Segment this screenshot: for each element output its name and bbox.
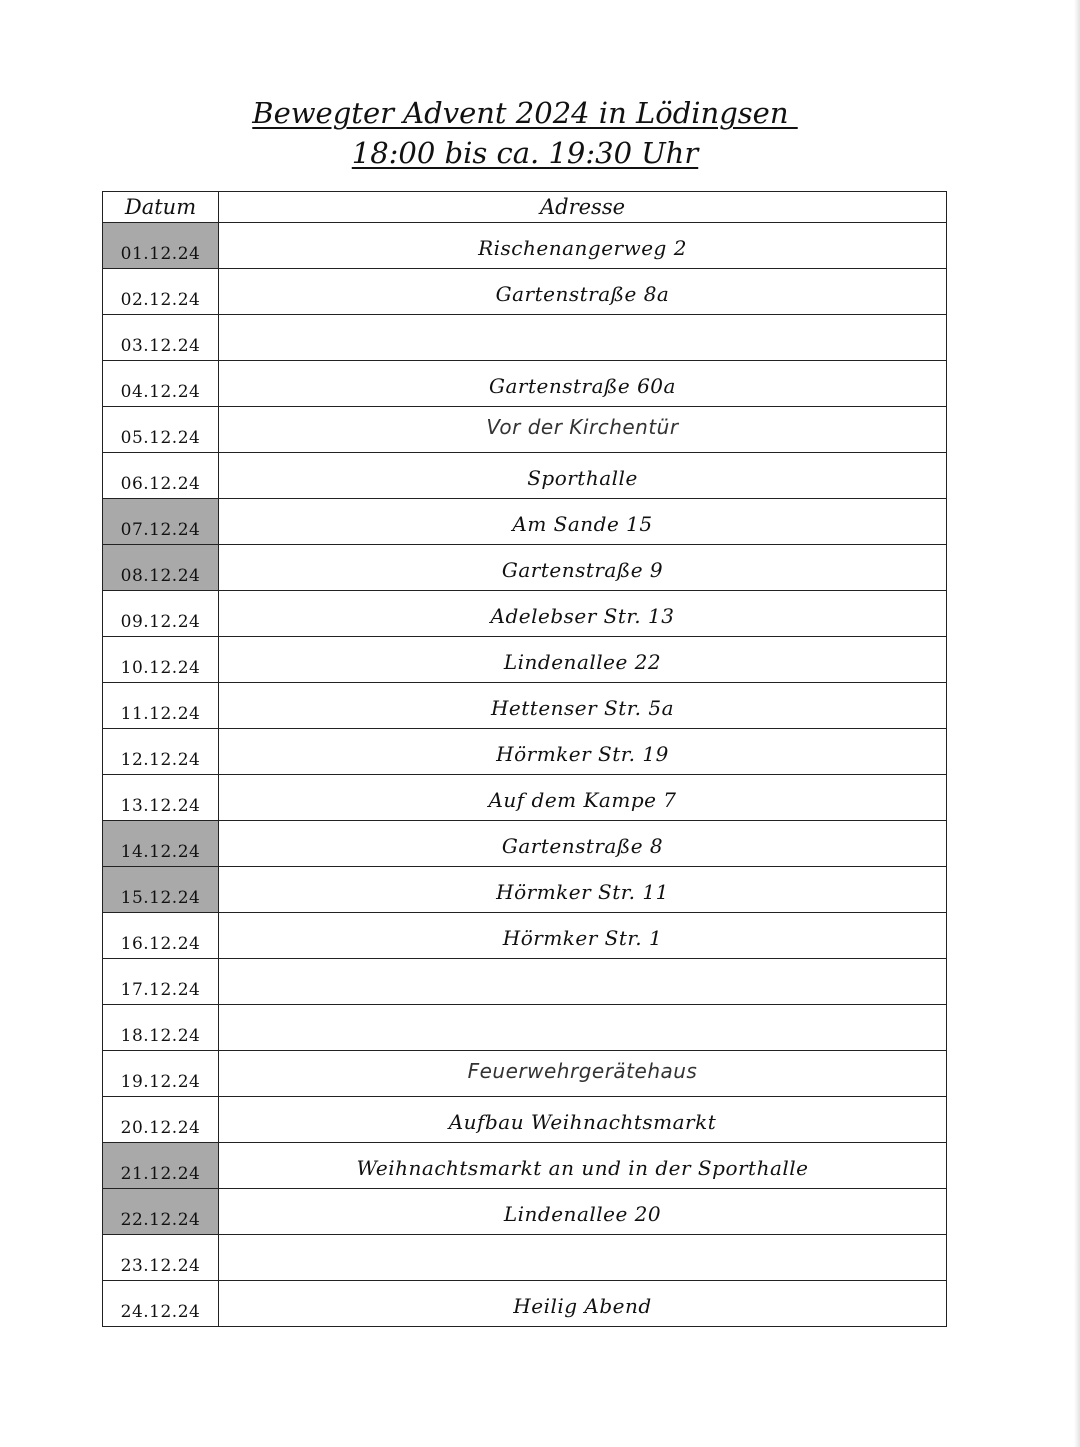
row-date: 12.12.24	[103, 729, 219, 775]
document-title: Bewegter Advent 2024 in Lödingsen	[252, 96, 798, 130]
document-subtitle-time: 18:00 bis ca. 19:30 Uhr	[351, 136, 699, 170]
table-row	[103, 545, 947, 591]
table-row	[103, 1281, 947, 1327]
table-row	[103, 1189, 947, 1235]
row-date: 11.12.24	[103, 683, 219, 729]
table-row	[103, 683, 947, 729]
row-address	[219, 1005, 947, 1051]
row-address: Gartenstraße 60a	[219, 361, 947, 407]
table-row	[103, 591, 947, 637]
table-row	[103, 1097, 947, 1143]
row-date: 07.12.24	[103, 499, 219, 545]
table-row	[103, 361, 947, 407]
table-row	[103, 1235, 947, 1281]
row-date: 22.12.24	[103, 1189, 219, 1235]
row-address: Aufbau Weihnachtsmarkt	[219, 1097, 947, 1143]
table-row	[103, 1005, 947, 1051]
row-address: Heilig Abend	[219, 1281, 947, 1327]
page-edge-shadow	[1074, 0, 1080, 1447]
row-address: Hettenser Str. 5a	[219, 683, 947, 729]
row-address: Gartenstraße 8	[219, 821, 947, 867]
table-row	[103, 729, 947, 775]
row-date: 06.12.24	[103, 453, 219, 499]
row-address	[219, 315, 947, 361]
table-row	[103, 453, 947, 499]
table-row	[103, 637, 947, 683]
row-date: 19.12.24	[103, 1051, 219, 1097]
row-address: Adelebser Str. 13	[219, 591, 947, 637]
table-row	[103, 959, 947, 1005]
table-row	[103, 1051, 947, 1097]
table-row	[103, 499, 947, 545]
row-address: Am Sande 15	[219, 499, 947, 545]
row-address	[219, 959, 947, 1005]
row-date: 10.12.24	[103, 637, 219, 683]
row-address: Hörmker Str. 11	[219, 867, 947, 913]
row-date: 20.12.24	[103, 1097, 219, 1143]
row-address: Feuerwehrgerätehaus	[219, 1051, 947, 1097]
row-date: 14.12.24	[103, 821, 219, 867]
row-date: 05.12.24	[103, 407, 219, 453]
table-row	[103, 269, 947, 315]
row-date: 21.12.24	[103, 1143, 219, 1189]
advent-schedule-table	[102, 191, 947, 1327]
row-address	[219, 1235, 947, 1281]
row-address: Lindenallee 20	[219, 1189, 947, 1235]
row-date: 17.12.24	[103, 959, 219, 1005]
table-body	[103, 223, 947, 1327]
table-row	[103, 775, 947, 821]
table-header-row	[103, 192, 947, 223]
row-date: 02.12.24	[103, 269, 219, 315]
row-address: Weihnachtsmarkt an und in der Sporthalle	[219, 1143, 947, 1189]
row-date: 13.12.24	[103, 775, 219, 821]
row-date: 08.12.24	[103, 545, 219, 591]
header-address: Adresse	[219, 192, 947, 223]
row-date: 03.12.24	[103, 315, 219, 361]
table-row	[103, 913, 947, 959]
row-date: 04.12.24	[103, 361, 219, 407]
table-row	[103, 223, 947, 269]
table-row	[103, 1143, 947, 1189]
table-row	[103, 407, 947, 453]
row-date: 23.12.24	[103, 1235, 219, 1281]
row-date: 16.12.24	[103, 913, 219, 959]
row-address: Gartenstraße 8a	[219, 269, 947, 315]
row-address: Gartenstraße 9	[219, 545, 947, 591]
table-row	[103, 821, 947, 867]
row-date: 09.12.24	[103, 591, 219, 637]
row-address: Auf dem Kampe 7	[219, 775, 947, 821]
row-date: 24.12.24	[103, 1281, 219, 1327]
row-address: Rischenangerweg 2	[219, 223, 947, 269]
row-date: 15.12.24	[103, 867, 219, 913]
row-address: Lindenallee 22	[219, 637, 947, 683]
row-address: Hörmker Str. 1	[219, 913, 947, 959]
row-date: 01.12.24	[103, 223, 219, 269]
row-address: Hörmker Str. 19	[219, 729, 947, 775]
row-date: 18.12.24	[103, 1005, 219, 1051]
header-date: Datum	[103, 192, 219, 223]
table-row	[103, 315, 947, 361]
row-address: Vor der Kirchentür	[219, 407, 947, 453]
table-row	[103, 867, 947, 913]
row-address: Sporthalle	[219, 453, 947, 499]
